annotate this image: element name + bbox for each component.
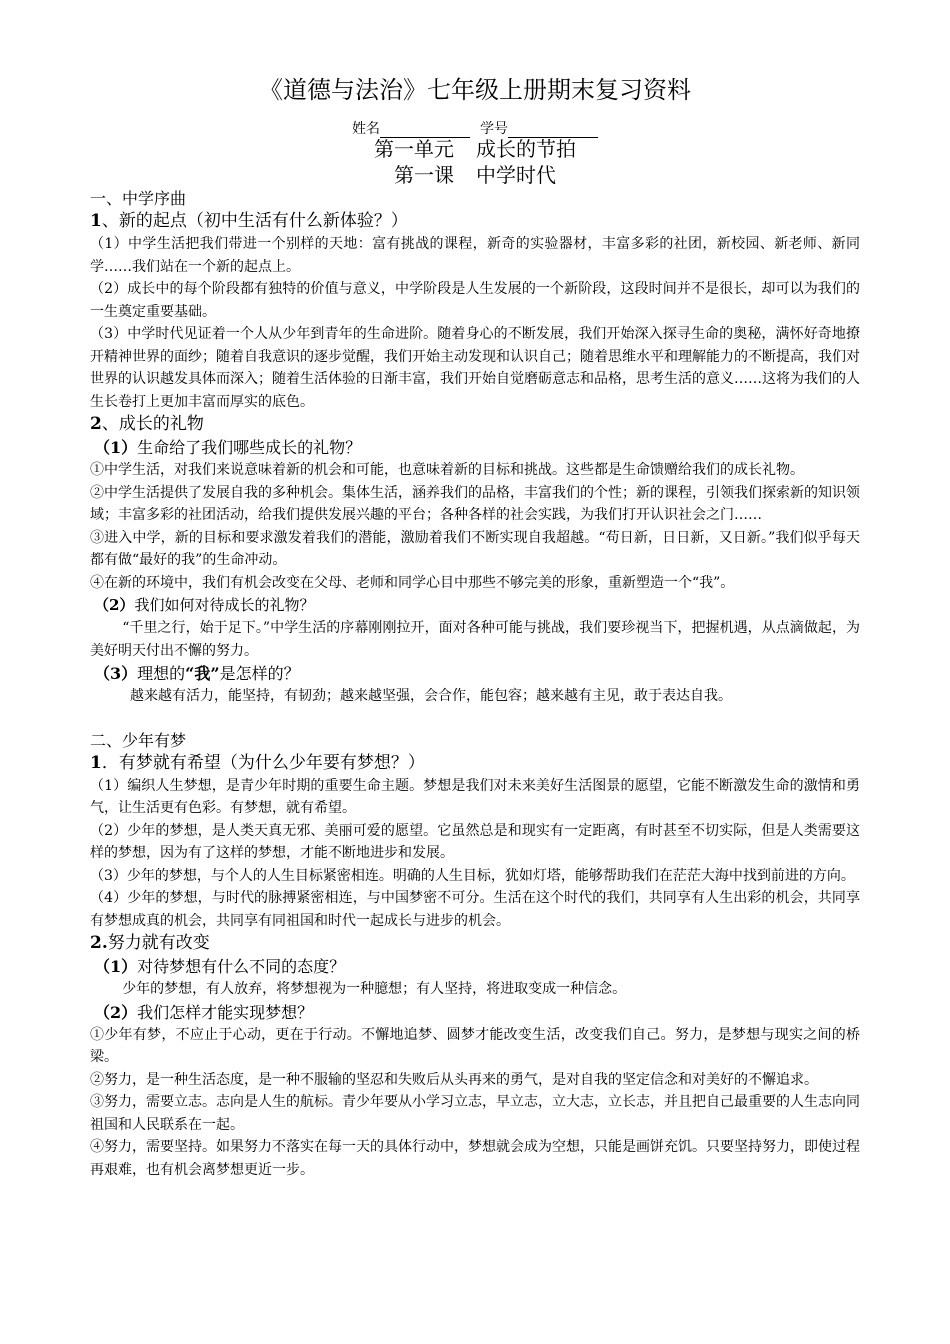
section1-answer2: ②中学生活提供了发展自我的多种机会。集体生活，涵养我们的品格，丰富我们的个性；新的课程，引领我们探索新的知识领域；丰富多彩的社团活动，给我们提供发展兴趣的平台；各种各样的社会实践，为我们打开认识社会之门……	[90, 484, 860, 523]
lesson-title	[90, 162, 860, 188]
section2-para1: （1）编织人生梦想，是青少年时期的重要生命主题。梦想是我们对未来美好生活图景的愿望，它能不断激发生命的激情和勇气，让生活更有色彩。有梦想，就有希望。	[90, 777, 860, 816]
section2-answer3: ③努力，需要立志。志向是人生的航标。青少年要从小学习立志，早立志，立大志，立长志，并且把自己最重要的人生志向同祖国和人民联系在一起。	[90, 1094, 860, 1133]
unit-number: 第一单元	[374, 137, 454, 161]
name-label: 姓名	[352, 121, 380, 137]
section1-para2: （2）成长中的每个阶段都有独特的价值与意义，中学阶段是人生发展的一个新阶段，这段时间并不是很长，却可以为我们的一生奠定重要基础。	[90, 281, 860, 320]
section1-sub1-heading: 1、新的起点（初中生活有什么新体验？）	[90, 211, 408, 231]
section1-para3: （3）中学时代见证着一个人从少年到青年的生命进阶。随着身心的不断发展，我们开始深入探寻生命的奥秘，满怀好奇地撩开精神世界的面纱；随着自我意识的逐步觉醒，我们开始主动发现和认识自己；随着思维水平和理解能力的不断提高，我们对世界的认识越发具体而深入；随着生活体验的日渐丰富，我们开始自觉磨砺意志和品格，思考生活的意义……这将为我们的人生长卷打上更加丰富而厚实的底色。	[90, 326, 860, 410]
section2-sub1-heading: 1．有梦就有希望（为什么少年要有梦想？）	[90, 752, 425, 773]
unit-name: 成长的节拍	[476, 137, 576, 161]
section2-question2: （2）我们怎样才能实现梦想？	[94, 1002, 314, 1022]
section1-question1: （1）生命给了我们哪些成长的礼物？	[94, 438, 362, 457]
section2-para4: （4）少年的梦想，与时代的脉搏紧密相连，与中国梦密不可分。生活在这个时代的我们，共同享有人生出彩的机会，共同享有梦想成真的机会，共同享有同祖国和时代一起成长与进步的机会。	[90, 890, 860, 929]
section2-heading: 二、少年有梦	[90, 730, 187, 750]
lesson-name: 中学时代	[476, 163, 556, 187]
section2-question1: （1）对待梦想有什么不同的态度？	[94, 957, 346, 976]
section2-para2: （2）少年的梦想，是人类天真无邪、美丽可爱的愿望。它虽然总是和现实有一定距离，有时甚至不切实际，但是人类需要这样的梦想，因为有了这样的梦想，才能不断地进步和发展。	[90, 822, 860, 861]
section1-answer4: ④在新的环境中，我们有机会改变在父母、老师和同学心目中那些不够完美的形象，重新塑造一个“我”。	[90, 574, 735, 591]
section1-heading: 一、中学序曲	[90, 189, 187, 208]
name-id-row	[90, 120, 860, 136]
section2-answer2: ②努力，是一种生活态度，是一种不服输的坚忍和失败后从头再来的勇气，是对自我的坚定信念和对美好的不懈追求。	[90, 1071, 818, 1088]
id-label: 学号	[480, 121, 508, 137]
section2-sub2-heading: 2.努力就有改变	[90, 933, 210, 953]
section2-question1-answer: 少年的梦想，有人放弃，将梦想视为一种臆想；有人坚持，将进取变成一种信念。	[122, 981, 627, 997]
section2-para3: （3）少年的梦想，与个人的人生目标紧密相连。明确的人生目标，犹如灯塔，能够帮助我们在茫茫大海中找到前进的方向。	[90, 867, 855, 884]
section1-question2: （2）我们如何对待成长的礼物？	[94, 596, 315, 614]
section1-question2-answer: “千里之行，始于足下。”中学生活的序幕刚刚拉开，面对各种可能与挑战，我们要珍视当下，把握机遇，从点滴做起，为美好明天付出不懈的努力。	[90, 620, 860, 659]
lesson-number: 第一课	[394, 163, 454, 187]
section1-question3: （3）理想的“我”是怎样的？	[94, 664, 300, 683]
section2-answer4: ④努力，需要坚持。如果努力不落实在每一天的具体行动中，梦想就会成为空想，只能是画饼充饥。只要坚持努力，即使过程再艰难，也有机会离梦想更近一步。	[90, 1139, 860, 1178]
document-title: 《道德与法治》七年级上册期末复习资料	[259, 76, 691, 104]
section2-answer1: ①少年有梦，不应止于心动，更在于行动。不懈地追梦、圆梦才能改变生活，改变我们自己。努力，是梦想与现实之间的桥梁。	[90, 1026, 860, 1065]
section1-answer3: ③进入中学，新的目标和要求激发着我们的潜能，激励着我们不断实现自我超越。“苟日新，日日新，又日新。”我们似乎每天都有做“最好的我”的生命冲动。	[90, 529, 860, 568]
section1-question3-answer: 越来越有活力，能坚持，有韧劲；越来越坚强，会合作，能包容；越来越有主见，敢于表达自我。	[130, 688, 732, 704]
section1-sub2-heading: 2、成长的礼物	[90, 414, 204, 434]
unit-title	[90, 136, 860, 162]
section1-para1: （1）中学生活把我们带进一个别样的天地：富有挑战的课程，新奇的实验器材，丰富多彩的社团，新校园、新老师、新同学……我们站在一个新的起点上。	[90, 236, 860, 275]
section1-answer1: ①中学生活，对我们来说意味着新的机会和可能，也意味着新的目标和挑战。这些都是生命馈赠给我们的成长礼物。	[90, 462, 804, 478]
document-page	[90, 70, 860, 1181]
